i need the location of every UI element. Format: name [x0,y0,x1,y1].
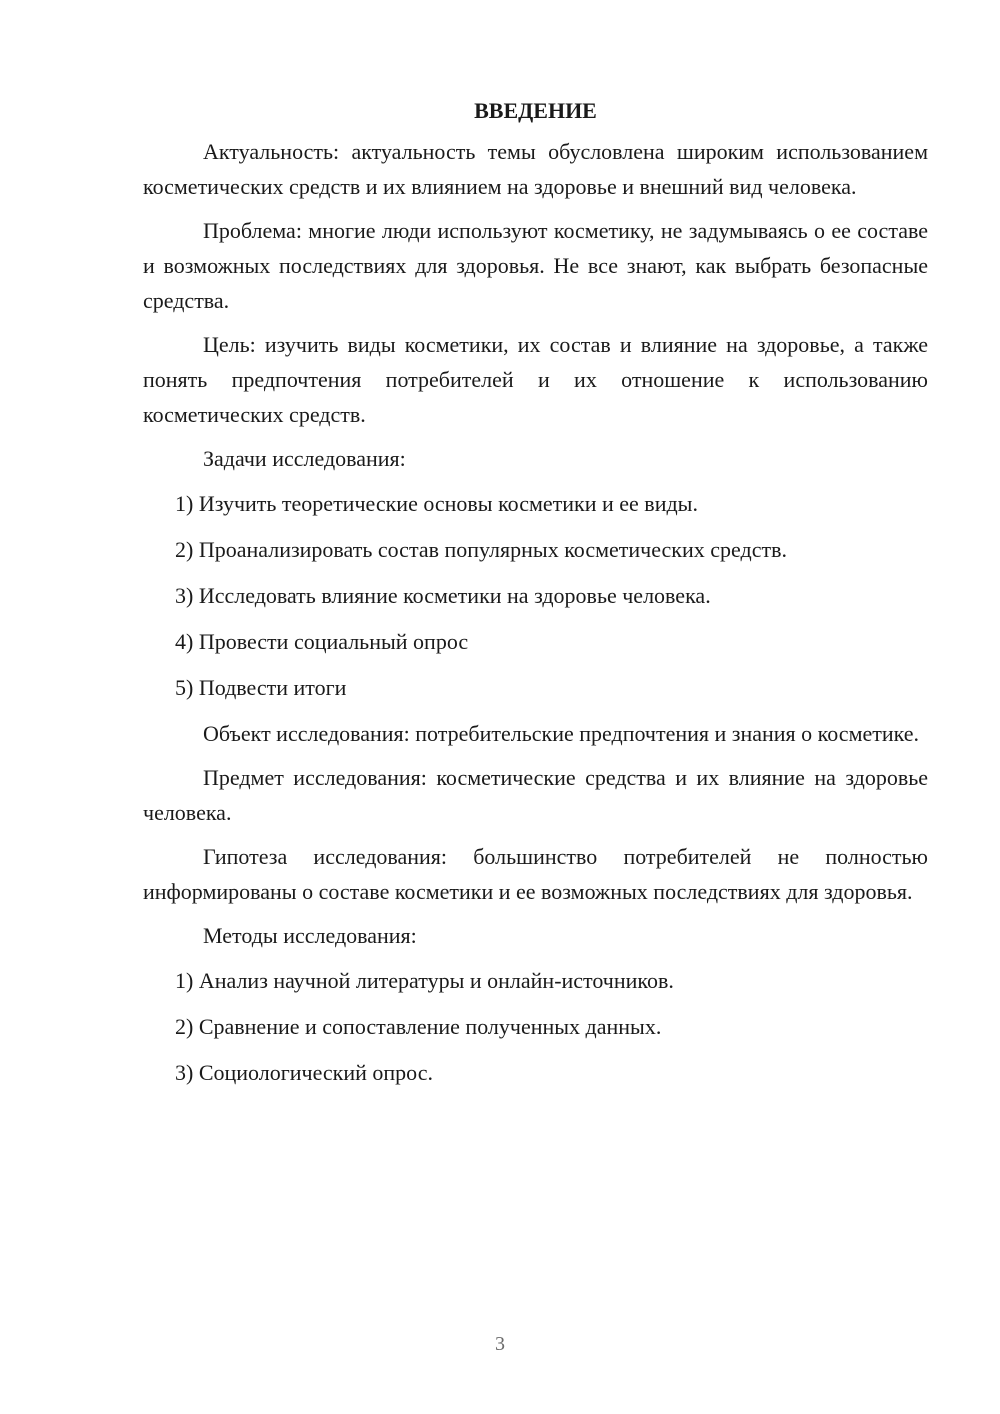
list-item: 2) Сравнение и сопоставление полученных данных. [175,1014,662,1039]
tasks-label: Задачи исследования: [203,446,406,471]
page-number: 3 [495,1333,505,1355]
list-item: 2) Проанализировать состав популярных косметических средств. [175,537,787,562]
list-item: 4) Провести социальный опрос [175,629,469,654]
problem-paragraph: Проблема: многие люди используют косметику, не задумываясь о ее составе и возможных последствиях для здоровья. Не все знают, как выбрать безопасные средства. [143,218,928,313]
list-item: 1) Анализ научной литературы и онлайн-источников. [175,968,674,993]
tasks-list [143,486,928,705]
methods-label: Методы исследования: [203,923,417,948]
list-item: 5) Подвести итоги [175,675,347,700]
list-item: 1) Изучить теоретические основы косметики и ее виды. [175,491,698,516]
subject-paragraph: Предмет исследования: косметические средства и их влияние на здоровье человека. [143,765,928,825]
goal-paragraph: Цель: изучить виды косметики, их состав и влияние на здоровье, а также понять предпочтения потребителей и их отношение к использованию косметических средств. [143,332,928,427]
relevance-paragraph: Актуальность: актуальность темы обусловлена широким использованием косметических средств и их влиянием на здоровье и внешний вид человека. [143,139,928,199]
methods-list [143,963,928,1090]
object-paragraph: Объект исследования: потребительские предпочтения и знания о косметике. [203,721,920,746]
hypothesis-paragraph: Гипотеза исследования: большинство потребителей не полностью информированы о составе косметики и ее возможных последствиях для здоровья. [143,844,928,904]
section-title: ВВЕДЕНИЕ [474,98,597,123]
list-item: 3) Исследовать влияние косметики на здоровье человека. [175,583,711,608]
list-item: 3) Социологический опрос. [175,1060,433,1085]
document-page [143,96,928,1101]
